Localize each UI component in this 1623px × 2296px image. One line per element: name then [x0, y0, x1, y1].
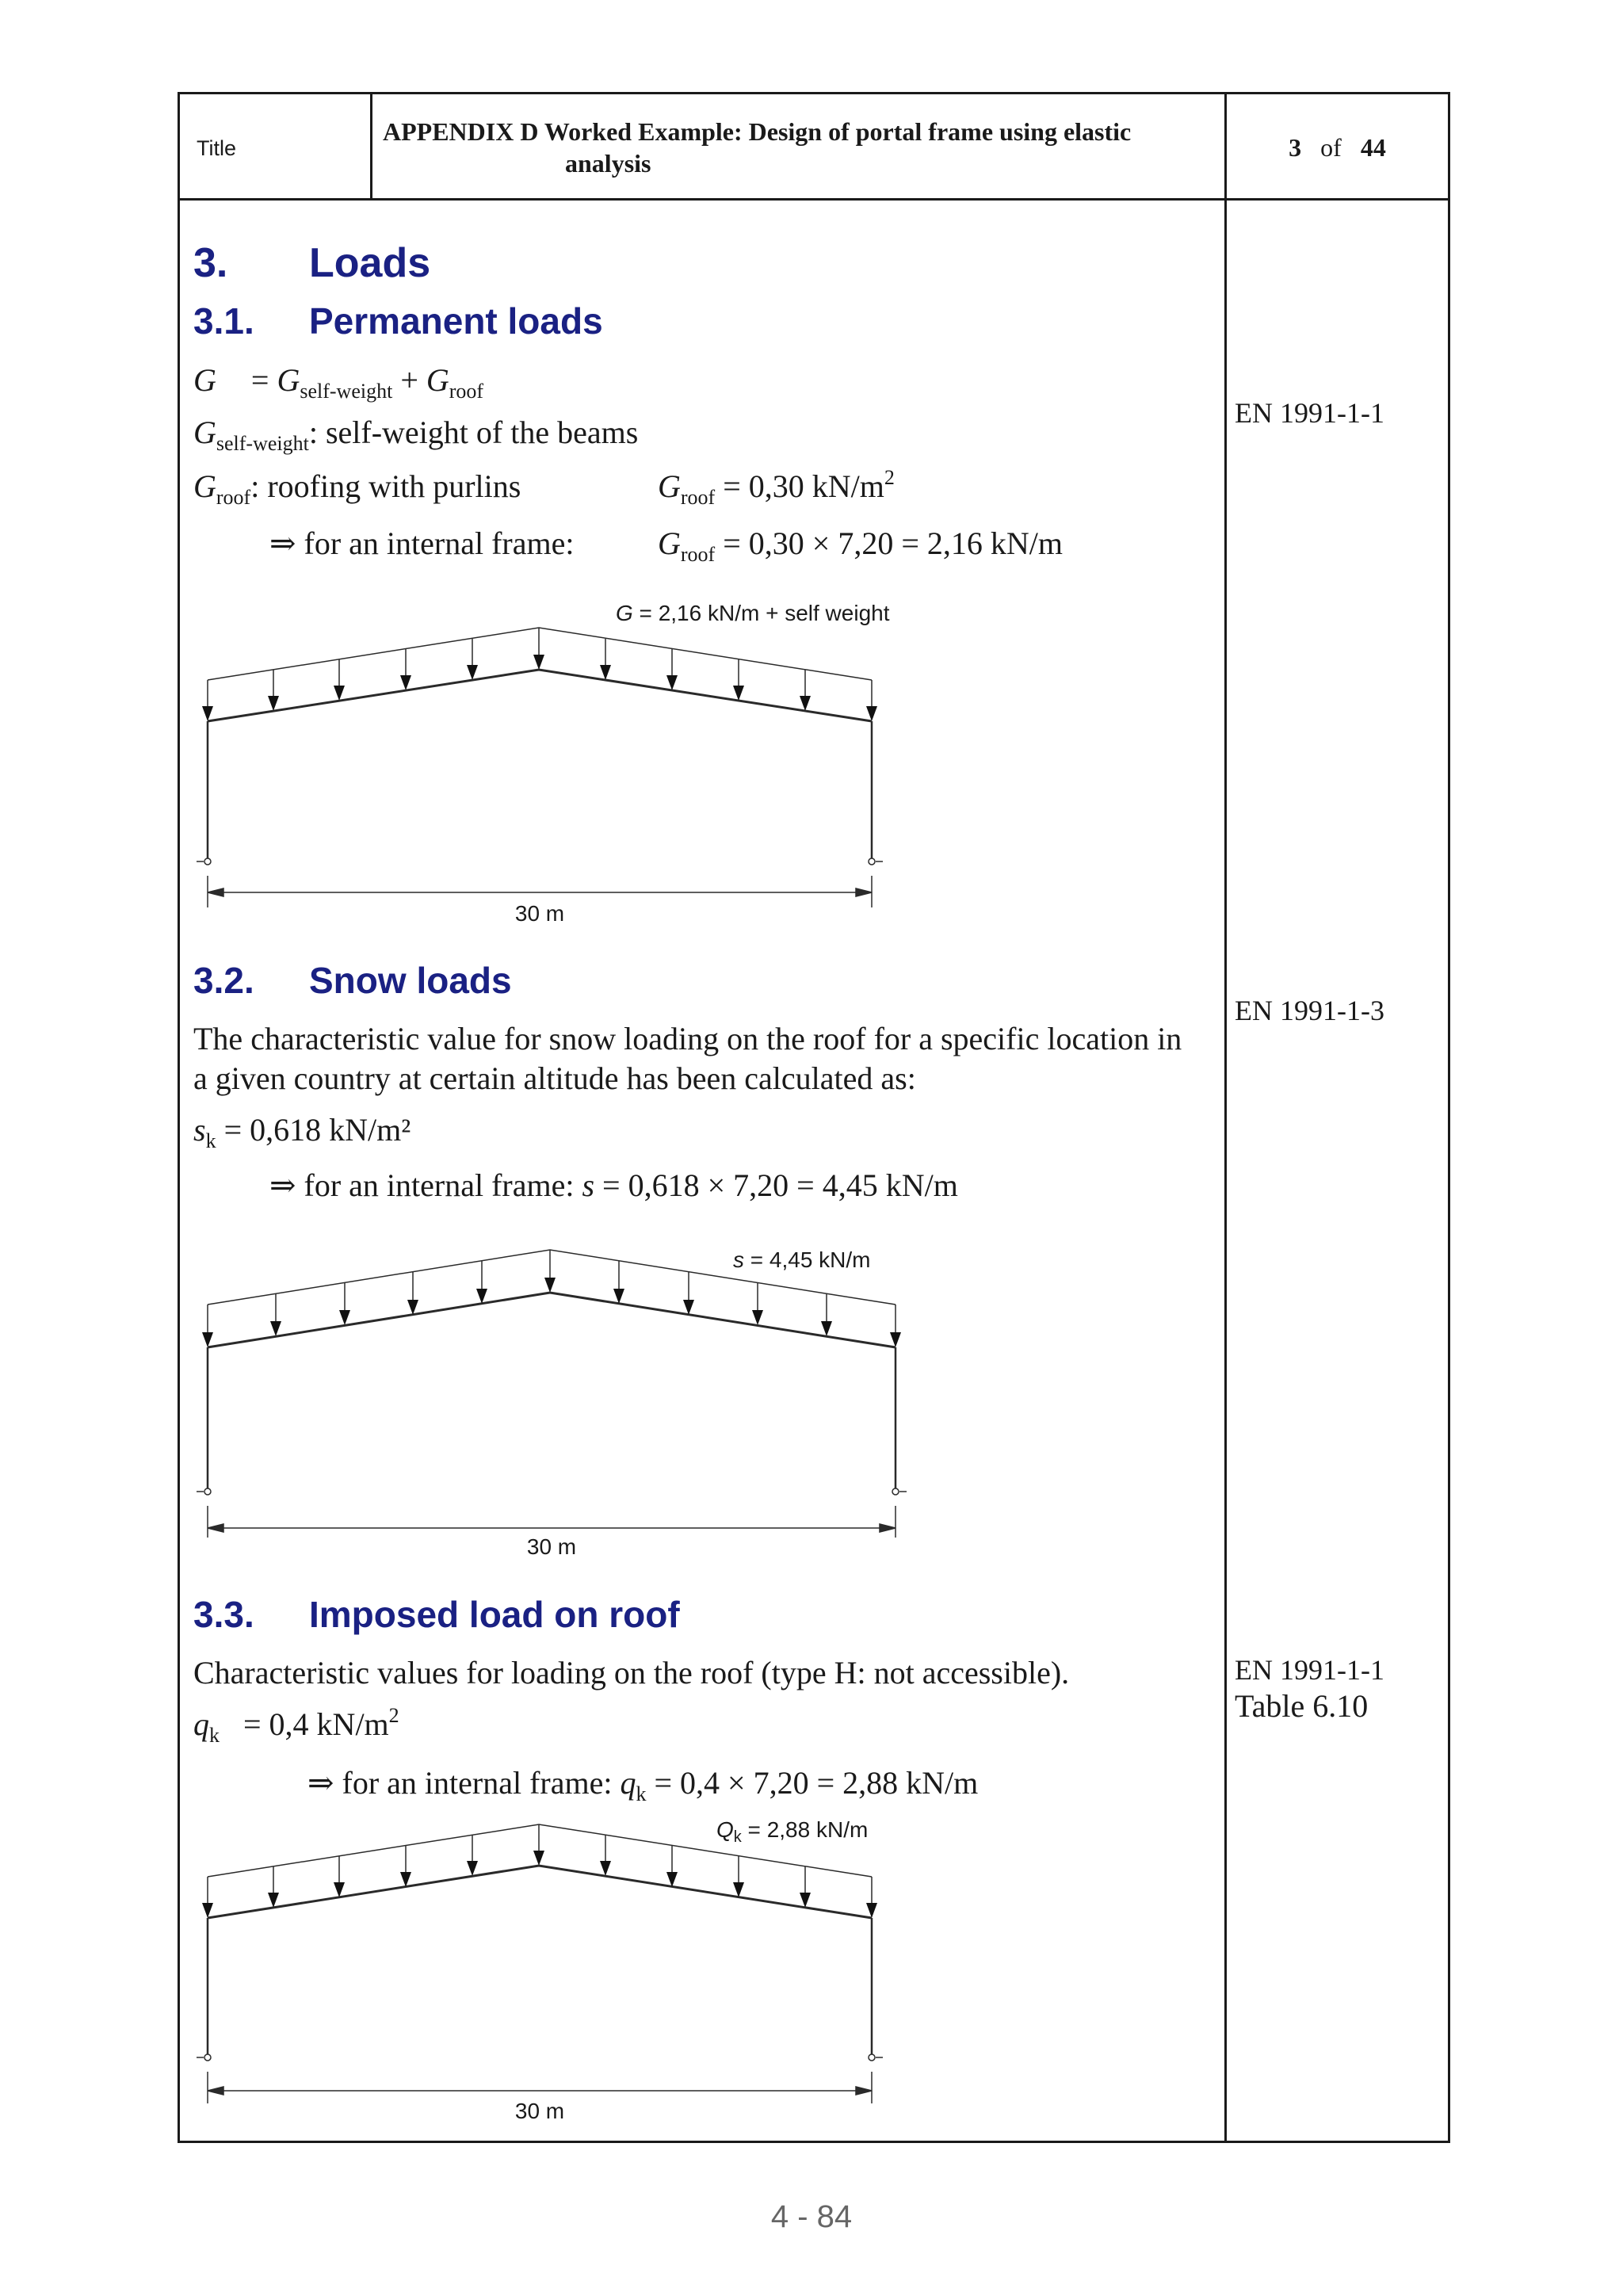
imposed-paragraph: Characteristic values for loading on the roof (type H: not accessible).: [193, 1655, 1070, 1690]
section-number: 3.1.: [193, 300, 254, 342]
qk-value: $q_k = 0,4$ $kN/m^2$: [193, 1704, 399, 1747]
imposed-internal-frame: ⇒ for an internal frame: $q_k = 0,4 \times 7,20 = 2,88$ kN/m: [307, 1765, 979, 1805]
portal-frame-diagram-imposed: [190, 1810, 903, 2127]
header-title-divider: [370, 92, 372, 198]
section-number: 3.: [193, 240, 228, 286]
document-title-line1: APPENDIX D Worked Example: Design of portal frame using elastic: [383, 117, 1132, 146]
section-title: Imposed load on roof: [309, 1594, 680, 1635]
section-title: Loads: [309, 240, 431, 286]
reference-en-1991-1-3: EN 1991-1-3: [1235, 995, 1384, 1026]
reference-column-divider: [1224, 92, 1227, 2143]
sk-value: $s_k = 0,618$ kN/m²: [193, 1112, 411, 1152]
reference-en-1991-1-1-table: EN 1991-1-1 Table 6.10: [1235, 1654, 1384, 1724]
load-label: $Q_k = 2,88$ kN/m: [716, 1817, 869, 1846]
value-roof: $G_{roof} = 0,30$ $kN/m^2$: [658, 466, 895, 509]
page-of: of: [1320, 133, 1342, 162]
snow-internal-frame: ⇒ for an internal frame: s = 0,618 × 7,20 = 4,45 kN/m: [269, 1167, 958, 1203]
portal-frame-diagram-snow: [190, 1228, 919, 1561]
page-footer-number: 4 - 84: [770, 2199, 853, 2234]
header-divider: [178, 198, 1450, 201]
section-title: Permanent loads: [309, 300, 603, 342]
span-label: 30 m: [526, 1534, 577, 1559]
page-total: 44: [1360, 133, 1386, 162]
internal-frame-text: ⇒ for an internal frame:: [269, 525, 575, 561]
reference-en-1991-1-1: EN 1991-1-1: [1235, 397, 1384, 429]
internal-frame-value: $G_{roof} = 0,30 \times 7,20 = 2,16$ kN/m: [658, 525, 1064, 566]
section-number: 3.2.: [193, 960, 254, 1001]
section-title: Snow loads: [309, 960, 512, 1001]
load-label: s = 4,45 kN/m: [733, 1247, 871, 1272]
section-3-heading: [193, 239, 430, 287]
definition-self-weight: $G_{self-weight}$: self-weight of the beams: [193, 415, 639, 455]
portal-frame-diagram-permanent: [190, 598, 903, 931]
header-label: Title: [197, 136, 237, 160]
span-label: 30 m: [514, 901, 565, 926]
page-current: 3: [1289, 133, 1302, 162]
page-counter: [1224, 133, 1450, 162]
span-label: 30 m: [514, 2099, 565, 2123]
section-3-1-heading: [193, 300, 603, 342]
load-label: G = 2,16 kN/m + self weight: [616, 601, 890, 625]
section-3-2-heading: [193, 959, 512, 1002]
section-3-3-heading: [193, 1593, 680, 1636]
equation-g-total: $G = G_{self-weight} + G_{roof}$: [193, 362, 484, 403]
document-title: [383, 116, 1231, 179]
document-title-line2: analysis: [565, 149, 651, 178]
snow-paragraph: The characteristic value for snow loading on the roof for a specific location in a given country at certain altitude has been calculated as:: [193, 1021, 1182, 1096]
definition-roof: $G_{roof}$: roofing with purlins: [193, 468, 521, 509]
section-number: 3.3.: [193, 1594, 254, 1635]
